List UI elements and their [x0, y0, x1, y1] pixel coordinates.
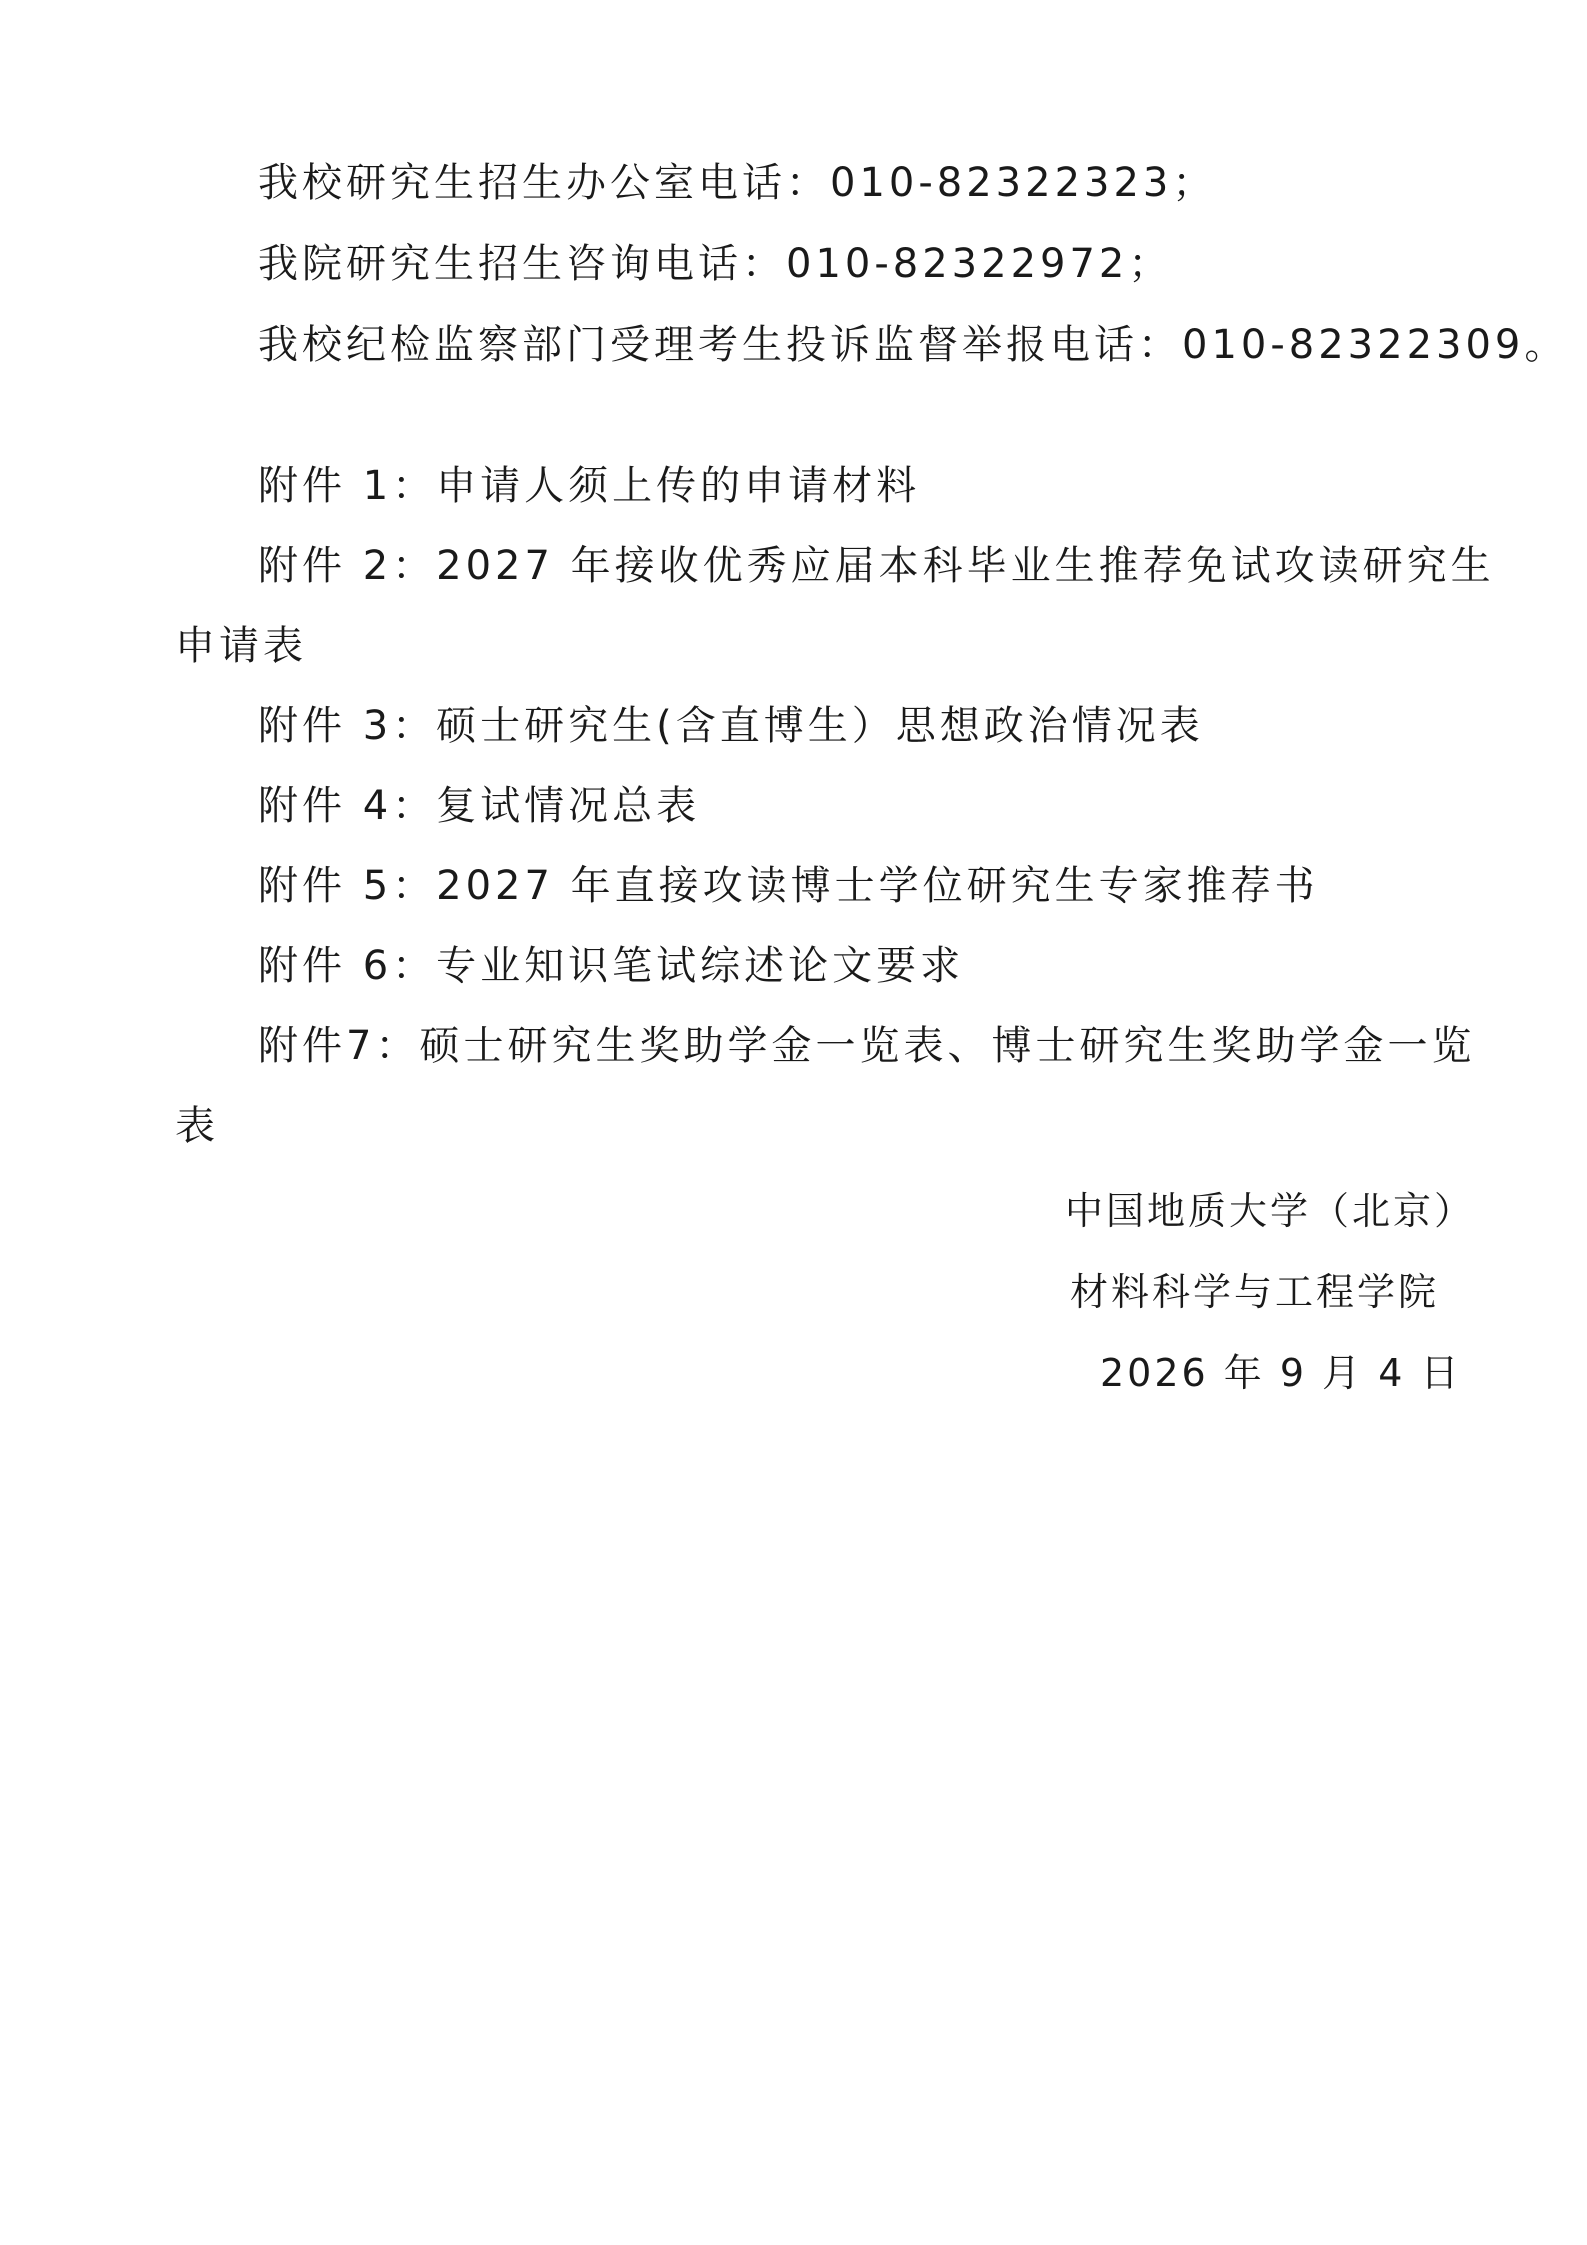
attachment-4: 附件 4：复试情况总表	[258, 783, 701, 829]
signature-college: 材料科学与工程学院	[1070, 1270, 1440, 1314]
school-admissions-phone: 我校研究生招生办公室电话：010-82322323；	[258, 160, 1217, 206]
attachment-5: 附件 5：2027 年直接攻读博士学位研究生专家推荐书	[258, 863, 1319, 909]
attachment-3: 附件 3：硕士研究生(含直博生）思想政治情况表	[258, 703, 1204, 749]
attachment-7-line-1: 附件7：硕士研究生奖助学金一览表、博士研究生奖助学金一览	[258, 1023, 1476, 1069]
attachment-2-line-1: 附件 2：2027 年接收优秀应届本科毕业生推荐免试攻读研究生	[258, 543, 1495, 589]
signature-date: 2026 年 9 月 4 日	[1100, 1351, 1462, 1395]
discipline-complaint-phone: 我校纪检监察部门受理考生投诉监督举报电话：010-82322309。	[258, 322, 1569, 368]
attachment-2-line-2: 申请表	[175, 623, 307, 669]
attachment-1: 附件 1：申请人须上传的申请材料	[258, 463, 921, 509]
signature-university: 中国地质大学（北京）	[1065, 1189, 1476, 1233]
attachment-7-line-2: 表	[175, 1103, 219, 1149]
college-consult-phone: 我院研究生招生咨询电话：010-82322972；	[258, 241, 1173, 287]
attachment-6: 附件 6：专业知识笔试综述论文要求	[258, 943, 965, 989]
